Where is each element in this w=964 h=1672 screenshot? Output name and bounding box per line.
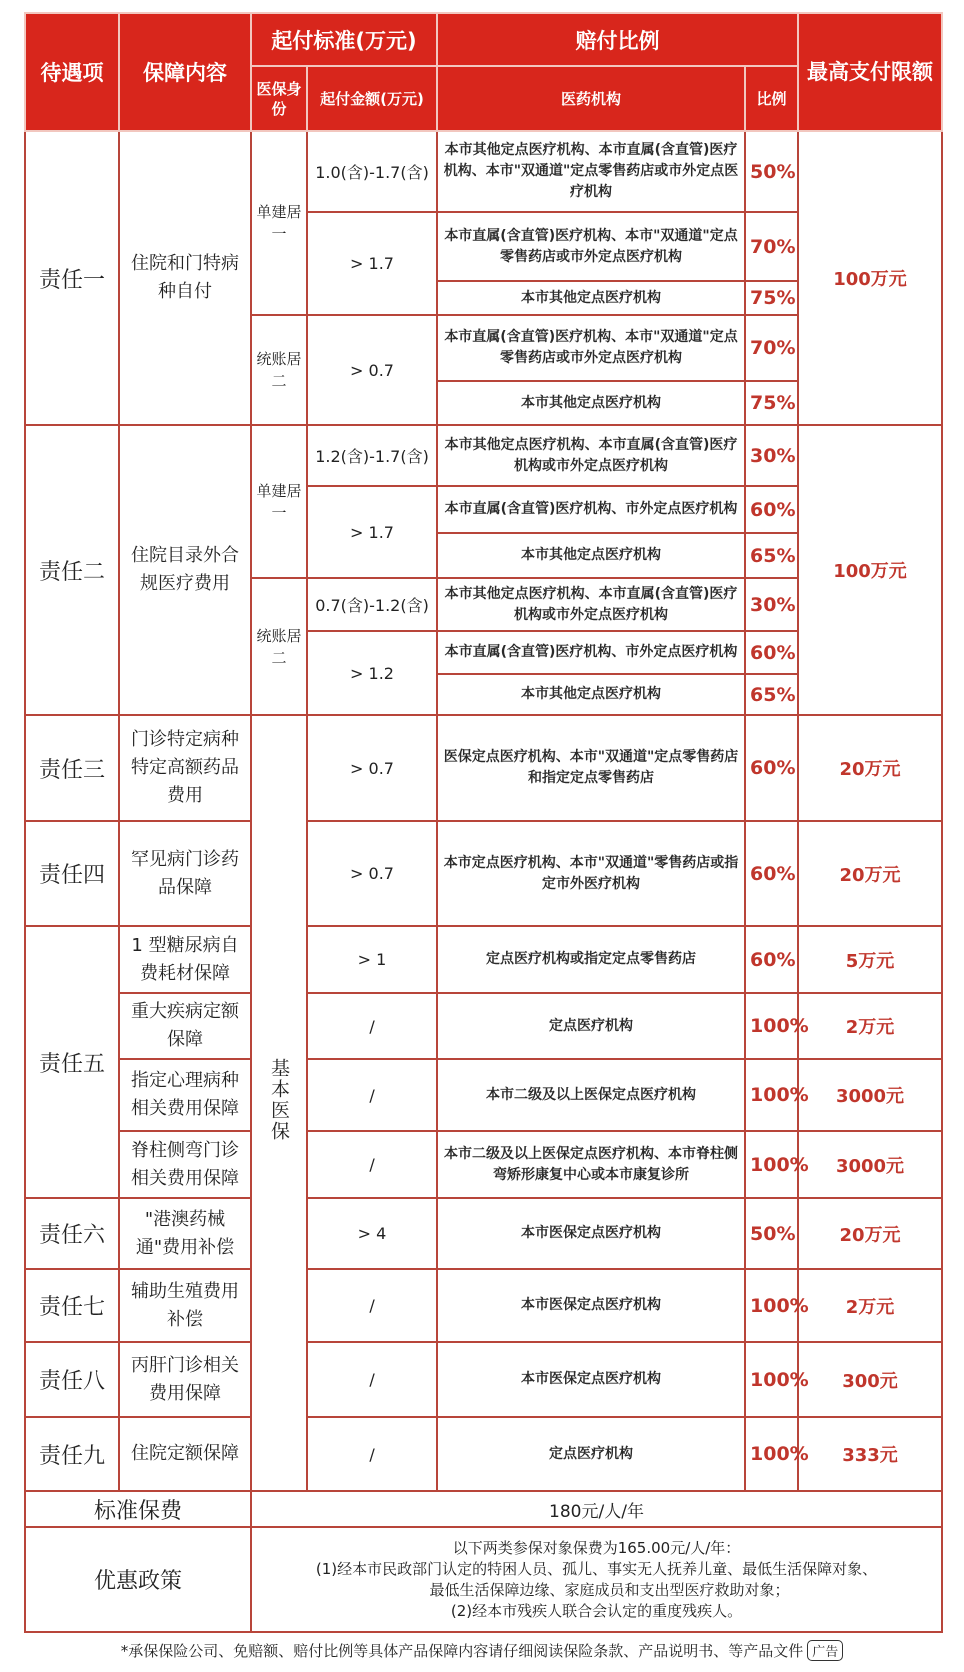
ratio: 75% <box>745 381 798 425</box>
standard-premium-row <box>25 1491 942 1527</box>
table-row <box>25 1059 942 1131</box>
max-limit: 5万元 <box>798 926 942 993</box>
ratio: 60% <box>745 821 798 926</box>
max-limit: 2万元 <box>798 1269 942 1342</box>
duty-name: 责任一 <box>25 131 119 425</box>
institution: 医保定点医疗机构、本市"双通道"定点零售药店和指定定点零售药店 <box>437 715 745 821</box>
threshold: / <box>307 1131 437 1198</box>
coverage-content: 门诊特定病种特定高额药品费用 <box>119 715 251 821</box>
institution: 本市二级及以上医保定点医疗机构、本市脊柱侧弯矫形康复中心或本市康复诊所 <box>437 1131 745 1198</box>
max-limit: 100万元 <box>798 131 942 425</box>
duty-name: 责任五 <box>25 926 119 1198</box>
ratio: 100% <box>745 1342 798 1417</box>
max-limit: 300元 <box>798 1342 942 1417</box>
institution: 本市直属(含直管)医疗机构、市外定点医疗机构 <box>437 631 745 674</box>
standard-premium-label: 标准保费 <box>25 1491 251 1527</box>
threshold: / <box>307 1342 437 1417</box>
header-deductible-amount: 起付金额(万元) <box>307 66 437 131</box>
header-deductible-group: 起付标准(万元) <box>251 13 437 66</box>
coverage-content: 住院目录外合规医疗费用 <box>119 425 251 715</box>
coverage-content: "港澳药械通"费用补偿 <box>119 1198 251 1269</box>
ratio: 60% <box>745 926 798 993</box>
threshold: / <box>307 993 437 1059</box>
max-limit: 20万元 <box>798 715 942 821</box>
ratio: 70% <box>745 212 798 281</box>
ratio: 30% <box>745 425 798 486</box>
ratio: 100% <box>745 993 798 1059</box>
table-row <box>25 1198 942 1269</box>
ratio: 65% <box>745 533 798 578</box>
disclaimer-text: *承保保险公司、免赔额、赔付比例等具体产品保障内容请仔细阅读保险条款、产品说明书、等产品文件 <box>120 1642 804 1660</box>
threshold: / <box>307 1059 437 1131</box>
table-row <box>25 131 942 212</box>
max-limit: 2万元 <box>798 993 942 1059</box>
max-limit: 3000元 <box>798 1131 942 1198</box>
header-coverage: 保障内容 <box>119 13 251 131</box>
ratio: 65% <box>745 674 798 715</box>
table-row <box>25 1269 942 1342</box>
coverage-content: 指定心理病种相关费用保障 <box>119 1059 251 1131</box>
coverage-content: 住院和门特病种自付 <box>119 131 251 425</box>
table-row <box>25 425 942 486</box>
ratio: 60% <box>745 715 798 821</box>
footer-disclaimer <box>0 1640 964 1661</box>
header-institution: 医药机构 <box>437 66 745 131</box>
coverage-content: 脊柱侧弯门诊相关费用保障 <box>119 1131 251 1198</box>
standard-premium-value: 180元/人/年 <box>251 1491 942 1527</box>
coverage-content: 重大疾病定额保障 <box>119 993 251 1059</box>
header-max-limit: 最高支付限额 <box>798 13 942 131</box>
institution: 本市直属(含直管)医疗机构、本市"双通道"定点零售药店或市外定点医疗机构 <box>437 315 745 381</box>
coverage-content: 丙肝门诊相关费用保障 <box>119 1342 251 1417</box>
threshold: > 0.7 <box>307 715 437 821</box>
max-limit: 3000元 <box>798 1059 942 1131</box>
insurance-identity: 统账居二 <box>251 578 307 715</box>
institution: 本市定点医疗机构、本市"双通道"零售药店或指定市外医疗机构 <box>437 821 745 926</box>
coverage-content: 辅助生殖费用补偿 <box>119 1269 251 1342</box>
duty-name: 责任八 <box>25 1342 119 1417</box>
duty-name: 责任三 <box>25 715 119 821</box>
table-row <box>25 926 942 993</box>
institution: 本市医保定点医疗机构 <box>437 1269 745 1342</box>
threshold: / <box>307 1269 437 1342</box>
table-row <box>25 993 942 1059</box>
ad-badge: 广告 <box>807 1640 843 1661</box>
table-row <box>25 1131 942 1198</box>
insurance-identity-basic: 基本医保 <box>251 715 307 1491</box>
institution: 本市其他定点医疗机构、本市直属(含直管)医疗机构或市外定点医疗机构 <box>437 578 745 631</box>
ratio: 30% <box>745 578 798 631</box>
threshold: > 1 <box>307 926 437 993</box>
ratio: 100% <box>745 1269 798 1342</box>
institution: 本市其他定点医疗机构 <box>437 281 745 315</box>
threshold: > 4 <box>307 1198 437 1269</box>
institution: 定点医疗机构 <box>437 1417 745 1491</box>
duty-name: 责任六 <box>25 1198 119 1269</box>
ratio: 50% <box>745 1198 798 1269</box>
max-limit: 333元 <box>798 1417 942 1491</box>
insurance-benefit-table <box>24 12 943 1633</box>
duty-name: 责任二 <box>25 425 119 715</box>
discount-policy-text <box>251 1527 942 1632</box>
threshold: 1.2(含)-1.7(含) <box>307 425 437 486</box>
header-insurance-identity: 医保身份 <box>251 66 307 131</box>
threshold: > 1.7 <box>307 212 437 315</box>
max-limit: 20万元 <box>798 821 942 926</box>
policy-intro: 以下两类参保对象保费为165.00元/人/年： <box>452 1538 741 1557</box>
institution: 本市直属(含直管)医疗机构、市外定点医疗机构 <box>437 486 745 533</box>
institution: 本市医保定点医疗机构 <box>437 1198 745 1269</box>
insurance-identity: 单建居一 <box>251 425 307 578</box>
table-row <box>25 1342 942 1417</box>
header-duty-item: 待遇项 <box>25 13 119 131</box>
ratio: 100% <box>745 1417 798 1491</box>
header-ratio: 比例 <box>745 66 798 131</box>
threshold: 1.0(含)-1.7(含) <box>307 131 437 212</box>
institution: 本市其他定点医疗机构、本市直属(含直管)医疗机构或市外定点医疗机构 <box>437 425 745 486</box>
coverage-content: 1 型糖尿病自费耗材保障 <box>119 926 251 993</box>
duty-name: 责任九 <box>25 1417 119 1491</box>
threshold: > 1.7 <box>307 486 437 578</box>
insurance-identity: 单建居一 <box>251 131 307 315</box>
duty-name: 责任七 <box>25 1269 119 1342</box>
coverage-content: 住院定额保障 <box>119 1417 251 1491</box>
table-row <box>25 821 942 926</box>
institution: 定点医疗机构 <box>437 993 745 1059</box>
institution: 本市其他定点医疗机构、本市直属(含直管)医疗机构、本市"双通道"定点零售药店或市外定点医疗机构 <box>437 131 745 212</box>
table-row <box>25 1417 942 1491</box>
ratio: 70% <box>745 315 798 381</box>
policy-item-2: (2)经本市残疾人联合会认定的重度残疾人。 <box>450 1601 743 1620</box>
threshold: > 1.2 <box>307 631 437 715</box>
ratio: 60% <box>745 486 798 533</box>
institution: 本市其他定点医疗机构 <box>437 533 745 578</box>
table-row <box>25 715 942 821</box>
ratio: 50% <box>745 131 798 212</box>
header-payout-group: 赔付比例 <box>437 13 798 66</box>
threshold: > 0.7 <box>307 315 437 425</box>
max-limit: 100万元 <box>798 425 942 715</box>
institution: 本市其他定点医疗机构 <box>437 381 745 425</box>
ratio: 75% <box>745 281 798 315</box>
discount-policy-row <box>25 1527 942 1632</box>
threshold: 0.7(含)-1.2(含) <box>307 578 437 631</box>
policy-item-1-cont: 最低生活保障边缘、家庭成员和支出型医疗救助对象； <box>429 1580 790 1599</box>
institution: 定点医疗机构或指定定点零售药店 <box>437 926 745 993</box>
max-limit: 20万元 <box>798 1198 942 1269</box>
ratio: 100% <box>745 1059 798 1131</box>
ratio: 100% <box>745 1131 798 1198</box>
duty-name: 责任四 <box>25 821 119 926</box>
coverage-content: 罕见病门诊药品保障 <box>119 821 251 926</box>
discount-policy-label: 优惠政策 <box>25 1527 251 1632</box>
threshold: / <box>307 1417 437 1491</box>
ratio: 60% <box>745 631 798 674</box>
institution: 本市其他定点医疗机构 <box>437 674 745 715</box>
institution: 本市医保定点医疗机构 <box>437 1342 745 1417</box>
insurance-identity: 统账居二 <box>251 315 307 425</box>
institution: 本市二级及以上医保定点医疗机构 <box>437 1059 745 1131</box>
threshold: > 0.7 <box>307 821 437 926</box>
institution: 本市直属(含直管)医疗机构、本市"双通道"定点零售药店或市外定点医疗机构 <box>437 212 745 281</box>
policy-item-1: (1)经本市民政部门认定的特困人员、孤儿、事实无人抚养儿童、最低生活保障对象、 <box>315 1559 878 1578</box>
